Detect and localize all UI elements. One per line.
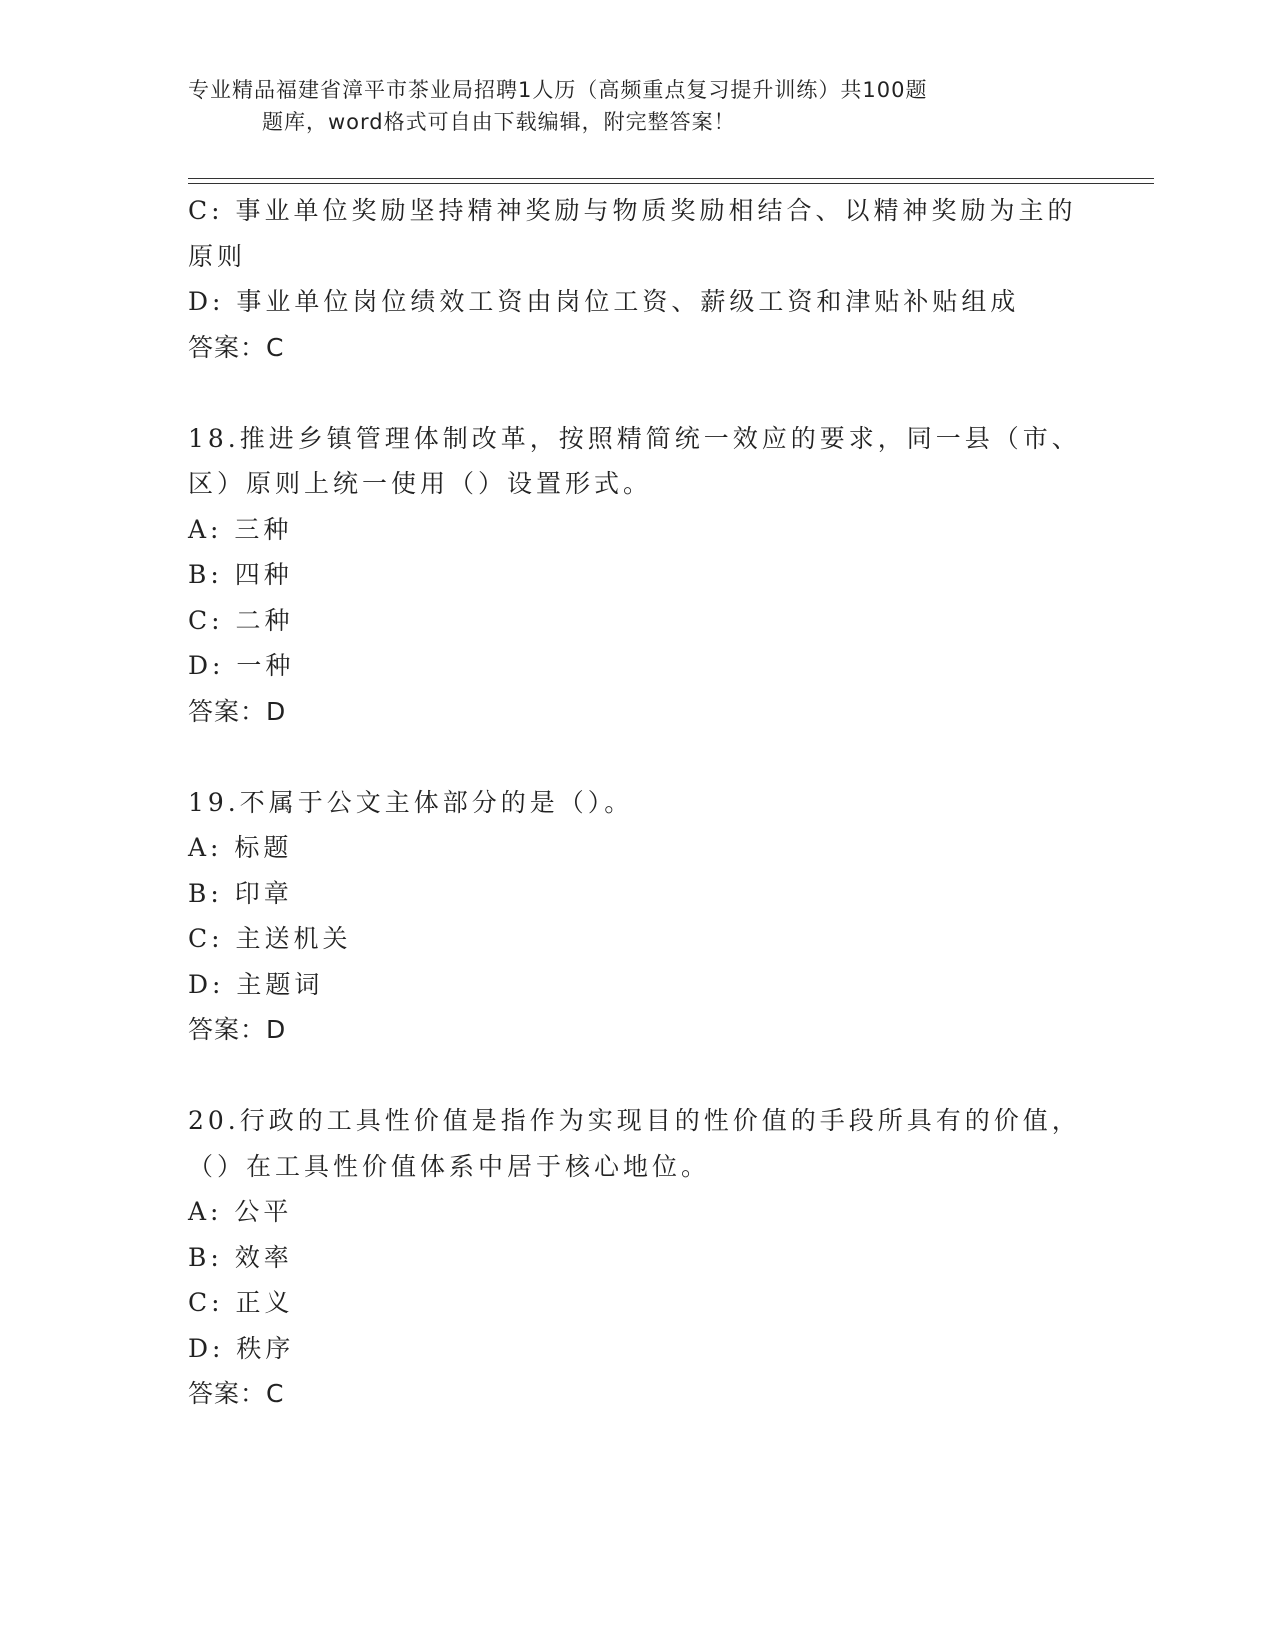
option-a: A: 公平 (188, 1197, 293, 1226)
question-stem: 19.不属于公文主体部分的是（）。 (188, 787, 634, 817)
option-d: D: 秩序 (188, 1333, 295, 1363)
question-18 (188, 416, 1088, 735)
question-stem-continuation: 区）原则上统一使用（）设置形式。 (188, 469, 653, 498)
option-d: D: 一种 (188, 651, 295, 680)
answer-line: 答案：C (188, 1379, 285, 1408)
option-a: A: 标题 (188, 833, 293, 862)
option-b: B: 效率 (188, 1242, 293, 1272)
option-c: C: 事业单位奖励坚持精神奖励与物质奖励相结合、以精神奖励为主的 (188, 196, 1077, 225)
answer-line: 答案：D (188, 696, 287, 726)
question-stem: 20.行政的工具性价值是指作为实现目的性价值的手段所具有的价值， (188, 1106, 1081, 1135)
option-b: B: 印章 (188, 878, 293, 908)
header-title-line1: 专业精品福建省漳平市茶业局招聘1人历（高频重点复习提升训练）共100题 (188, 78, 928, 102)
option-c: C: 主送机关 (188, 924, 352, 953)
question-19 (188, 780, 1088, 1053)
header-title-line2: 题库，word格式可自由下载编辑，附完整答案！ (262, 110, 736, 134)
answer-line: 答案：D (188, 1015, 287, 1044)
question-20 (188, 1098, 1088, 1417)
spacer (188, 734, 1088, 780)
option-c-continuation: 原则 (188, 241, 247, 271)
question-content (188, 188, 1088, 1417)
question-stem: 18.推进乡镇管理体制改革，按照精简统一效应的要求，同一县（市、 (188, 423, 1081, 453)
document-header (188, 74, 1088, 138)
question-stem-continuation: （）在工具性价值体系中居于核心地位。 (188, 1151, 711, 1181)
spacer (188, 370, 1088, 416)
option-b: B: 四种 (188, 560, 293, 589)
option-c: C: 正义 (188, 1288, 294, 1317)
option-a: A: 三种 (188, 514, 293, 544)
option-d: D: 主题词 (188, 969, 324, 999)
prev-question-block (188, 188, 1088, 370)
header-rule-top (188, 178, 1154, 179)
header-rule-bottom (188, 183, 1154, 184)
answer-line: 答案：C (188, 332, 285, 362)
spacer (188, 1053, 1088, 1099)
option-c: C: 二种 (188, 605, 294, 635)
option-d: D: 事业单位岗位绩效工资由岗位工资、薪级工资和津贴补贴组成 (188, 287, 1020, 316)
